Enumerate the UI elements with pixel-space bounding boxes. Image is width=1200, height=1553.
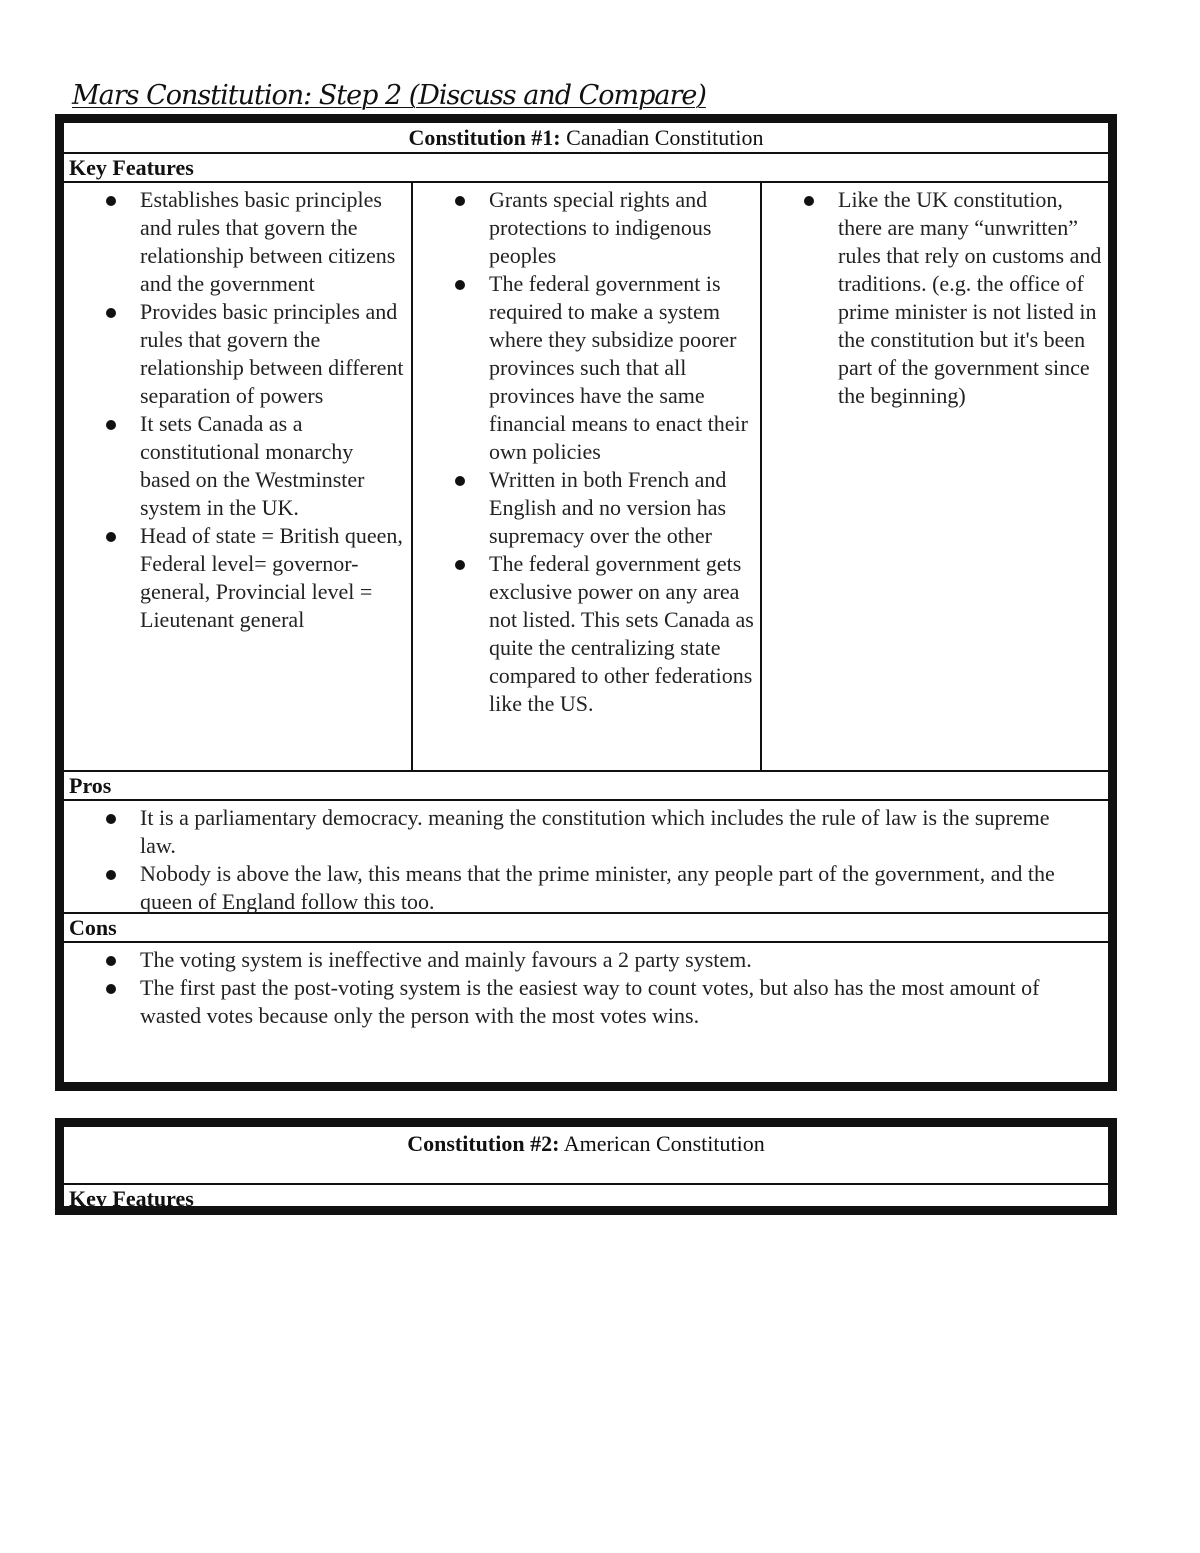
list-item [140,860,1088,916]
bullet-icon [106,420,116,430]
list-item-text: The first past the post-voting system is the easiest way to count votes, but also has the most amount of wasted votes because only the person with the most votes wins. [140,975,1040,1028]
cons-label: Cons [64,914,1108,943]
constitution-2-heading [64,1127,1108,1185]
constitution-2-heading-value: American Constitution [563,1131,765,1156]
pros-label: Pros [64,772,1108,801]
key-features-list-2 [413,186,760,718]
list-item [838,186,1108,410]
list-item [489,466,760,550]
list-item [140,410,411,522]
list-item-text: The voting system is ineffective and mainly favours a 2 party system. [140,947,752,972]
list-item [140,946,1088,974]
list-item [140,186,411,298]
list-item-text: Provides basic principles and rules that govern the relationship between different separation of powers [140,299,404,408]
list-item [489,550,760,718]
list-item-text: Like the UK constitution, there are many “unwritten” rules that rely on customs and traditions. (e.g. the office of prime minister is not listed in the constitution but it's been part of the government since the beginning) [838,187,1102,408]
bullet-icon [455,196,465,206]
bullet-icon [106,196,116,206]
list-item-text: Nobody is above the law, this means that the prime minister, any people part of the government, and the queen of England follow this too. [140,861,1055,914]
bullet-icon [106,870,116,880]
bullet-icon [106,308,116,318]
page-title: Mars Constitution: Step 2 (Discuss and Compare) [72,80,706,111]
list-item [489,186,760,270]
list-item-text: The federal government is required to make a system where they subsidize poorer provinces such that all provinces have the same financial means to enact their own policies [489,271,748,464]
key-features-column-1 [64,183,411,770]
constitution-1-table [55,114,1117,1091]
key-features-list-3 [762,186,1108,410]
list-item [140,298,411,410]
key-features-column-3 [760,183,1108,770]
constitution-2-table [55,1118,1117,1215]
list-item [140,804,1088,860]
list-item-text: Establishes basic principles and rules that govern the relationship between citizens and the government [140,187,396,296]
cons-list [64,946,1108,1030]
list-item-text: It sets Canada as a constitutional monarchy based on the Westminster system in the UK. [140,411,365,520]
bullet-icon [106,984,116,994]
bullet-icon [804,196,814,206]
pros-section [64,801,1108,914]
key-features-column-2 [411,183,760,770]
constitution-1-heading-label: Constitution #1: [408,125,561,150]
constitution-1-heading-value: Canadian Constitution [566,125,764,150]
list-item-text: Grants special rights and protections to indigenous peoples [489,187,712,268]
list-item-text: It is a parliamentary democracy. meaning the constitution which includes the rule of law is the supreme law. [140,805,1050,858]
list-item-text: Written in both French and English and no version has supremacy over the other [489,467,727,548]
key-features-label-2: Key Features [69,1186,194,1211]
key-features-label: Key Features [64,154,1108,183]
key-features-list-1 [64,186,411,634]
bullet-icon [106,956,116,966]
bullet-icon [455,560,465,570]
bullet-icon [106,532,116,542]
cons-section [64,943,1108,1083]
key-features-columns [64,183,1108,772]
bullet-icon [106,814,116,824]
list-item [140,522,411,634]
constitution-1-heading [64,123,1108,154]
pros-list [64,804,1108,916]
constitution-2-heading-label: Constitution #2: [407,1131,560,1156]
list-item [489,270,760,466]
bullet-icon [455,280,465,290]
list-item-text: The federal government gets exclusive power on any area not listed. This sets Canada as quite the centralizing state compared to other federations like the US. [489,551,754,716]
list-item-text: Head of state = British queen, Federal level= governor-general, Provincial level = Lieutenant general [140,523,403,632]
bullet-icon [455,476,465,486]
list-item [140,974,1088,1030]
